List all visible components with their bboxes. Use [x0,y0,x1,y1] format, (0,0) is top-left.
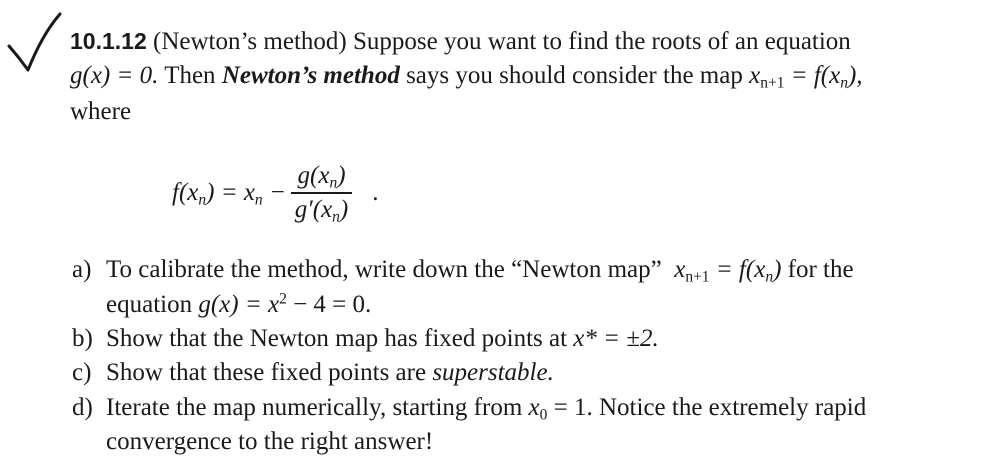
part-d [72,391,972,425]
fraction-denominator: $g'(x_n)$ [294,195,349,226]
part-d-line2-text: convergence to the right answer! [106,428,434,455]
problem-title: (Newton’s method) [153,28,347,55]
part-b-label: b) [72,325,93,352]
superstable-term: superstable. [432,359,554,386]
part-a-equation-word: equation [106,291,193,318]
part-a-label: a) [72,256,92,283]
where-text: where [70,98,132,125]
part-a [72,253,972,287]
equation-period: . [372,179,379,206]
part-a-map: $x_{n+1} = f(x_n)$ [674,256,782,286]
part-c-label: c) [72,359,92,386]
problem-line-2 [70,59,970,93]
problem-line2-text: says you should consider the map [406,62,743,89]
part-d-tail: Notice the extremely rapid [599,394,867,421]
part-b [72,322,972,356]
part-a-equation: $g(x) = x^2 - 4 = 0$. [198,290,372,318]
part-a-tail: for the [787,256,854,283]
problem-number: 10.1.12 [70,28,147,54]
check-mark-icon [6,10,62,74]
part-c-text: Show that these fixed points are [106,359,427,386]
part-b-math: x* = ±2. [573,325,659,352]
equation-lhs: $f(x_n) = x_n$ [172,179,263,209]
newtons-method-term: Newton’s method [221,62,400,89]
display-equation [172,158,379,228]
equation-fraction [291,162,352,224]
newton-map-inline: $x_{n+1} = f(x_n)$, [749,62,863,92]
part-d-line-2 [106,425,433,459]
part-a-line-2 [106,288,371,322]
problem-line1-text: Suppose you want to find the roots of an equation [352,28,851,55]
fraction-numerator: $g(x_n)$ [297,162,346,192]
part-d-label: d) [72,394,93,421]
part-b-text: Show that the Newton map has fixed points at [106,325,568,352]
part-a-text: To calibrate the method, write down the “Newton map” [106,256,662,283]
equation-g: g(x) = 0. [70,62,159,89]
problem-line-1 [70,24,970,59]
part-c [72,356,972,390]
part-d-math: $x_0 = 1$. [528,394,593,424]
problem-line2-then: Then [164,62,216,89]
part-d-text: Iterate the map numerically, starting from [106,394,523,421]
equation-minus: − [270,179,285,206]
problem-line-3 [70,95,970,129]
